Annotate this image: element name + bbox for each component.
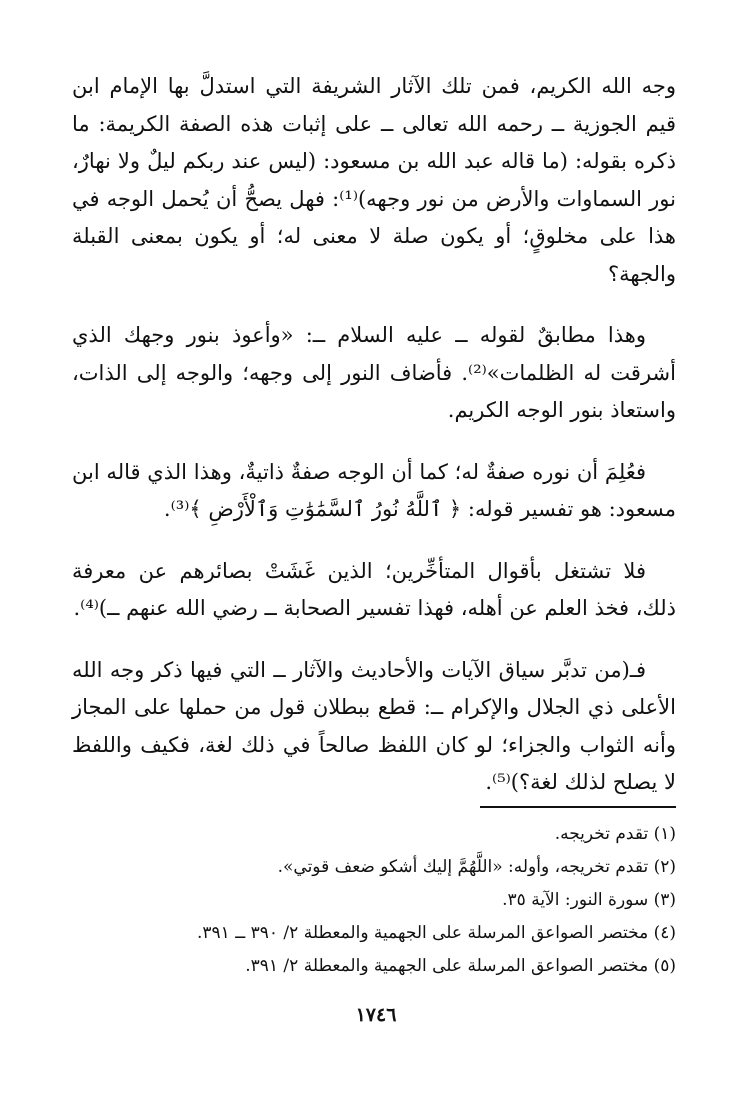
footnote-separator [480, 806, 676, 808]
footnote-2: (٢) تقدم تخريجه، وأوله: «اللَّهُمَّ إليك أشكو ضعف قوتي». [277, 857, 676, 877]
paragraph-1: وجه الله الكريم، فمن تلك الآثار الشريفة التي استدلَّ بها الإمام ابن قيم الجوزية ــ رحمه الله تعالى ــ على إثبات هذه الصفة الكريمة: ما ذكره بقوله: (ما قاله عبد الله بن مسعود: (ليس عند ربكم ليلٌ ولا نهارٌ، نور السماوات والأرض من نور وجهه)⁽¹⁾: فهل يصحُّ أن يُحمل الوجه في هذا على مخلوقٍ؛ أو يكون صلة لا معنى له؛ أو يكون بمعنى القبلة والجهة؟ [72, 74, 676, 286]
footnote-4: (٤) مختصر الصواعق المرسلة على الجهمية والمعطلة ٢/ ٣٩٠ ــ ٣٩١. [197, 923, 676, 943]
main-text [72, 68, 676, 826]
paragraph-4: فلا تشتغل بأقوال المتأخِّرين؛ الذين غَشَتْ بصائرهم عن معرفة ذلك، فخذ العلم عن أهله، فهذا تفسير الصحابة ــ رضي الله عنهم ــ)⁽⁴⁾. [72, 558, 676, 620]
page-number: ١٧٤٦ [355, 1004, 397, 1026]
paragraph-3: فعُلِمَ أن نوره صفةٌ له؛ كما أن الوجه صفةٌ ذاتيةٌ، وهذا الذي قاله ابن مسعود: هو تفسير قوله: ﴿ ٱللَّهُ نُورُ ٱلسَّمَٰوَٰتِ وَٱلْأَرْضِ ﴾⁽³⁾. [72, 459, 676, 521]
footnote-5: (٥) مختصر الصواعق المرسلة على الجهمية والمعطلة ٢/ ٣٩١. [245, 956, 676, 976]
paragraph-5: فـ(من تدبَّر سياق الآيات والأحاديث والآثار ــ التي فيها ذكر وجه الله الأعلى ذي الجلال والإكرام ــ: قطع ببطلان قول من حملها على المجاز وأنه الثواب والجزاء؛ لو كان اللفظ صالحاً في ذلك لغة، فكيف واللفظ لا يصلح لذلك لغة؟)⁽⁵⁾. [72, 657, 676, 794]
paragraph-2: وهذا مطابقٌ لقوله ــ عليه السلام ــ: «وأعوذ بنور وجهك الذي أشرقت له الظلمات»⁽²⁾. فأضاف النور إلى وجهه؛ والوجه إلى الذات، واستعاذ بنور الوجه الكريم. [72, 323, 676, 422]
footnote-1: (١) تقدم تخريجه. [554, 824, 676, 844]
footnote-3: (٣) سورة النور: الآية ٣٥. [502, 890, 676, 910]
footnotes [72, 818, 676, 983]
